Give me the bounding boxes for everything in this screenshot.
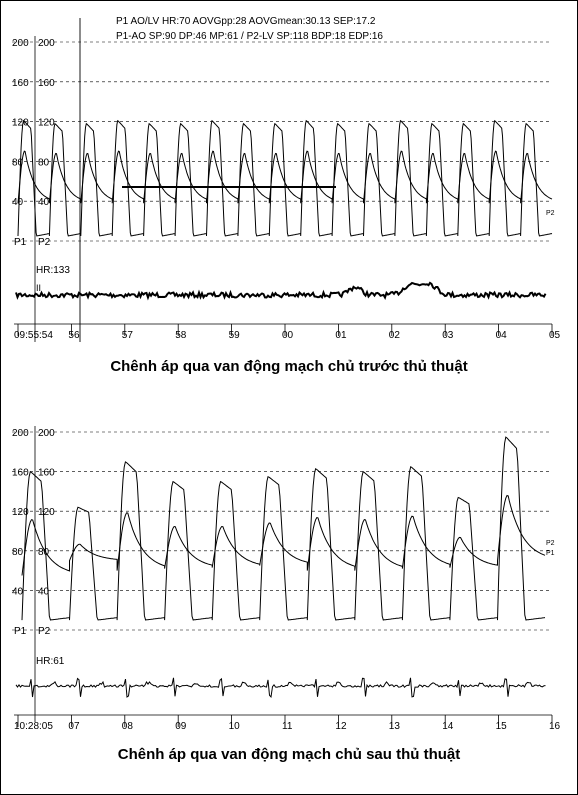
y-tick-p1-200: 200 (12, 38, 29, 49)
time-tick-label-1: 07 (68, 721, 80, 732)
y-tick-p1-160: 160 (12, 77, 29, 89)
y-tick-p2-160: 160 (38, 77, 55, 89)
bottom-caption: Chênh áp qua van động mạch chủ sau thủ thuật (117, 746, 461, 763)
y-tick-p1-40: 40 (12, 586, 24, 598)
channel-label-p1: P1 (14, 626, 27, 637)
header-line-2: P1-AO SP:90 DP:46 MP:61 / P2-LV SP:118 BDP:18 EDP:16 (116, 31, 383, 42)
time-tick-label-2: 57 (121, 330, 133, 341)
time-tick-label-9: 04 (495, 330, 507, 341)
top-caption: Chênh áp qua van động mạch chủ trước thủ thuật (110, 358, 468, 375)
y-tick-p1-160: 160 (12, 467, 29, 479)
time-tick-label-4: 10 (228, 721, 240, 732)
y-tick-p2-120: 120 (38, 117, 55, 129)
ecg-hr-label: HR:61 (36, 656, 65, 667)
y-tick-p1-80: 80 (12, 157, 24, 169)
y-tick-p2-40: 40 (38, 586, 50, 598)
time-tick-label-10: 16 (549, 721, 561, 732)
lv-pressure-trace (22, 437, 545, 620)
y-tick-p2-200: 200 (38, 428, 55, 439)
time-tick-label-6: 12 (335, 721, 347, 732)
time-tick-label-2: 08 (121, 721, 133, 732)
time-tick-label-6: 01 (335, 330, 347, 341)
header-line-1: P1 AO/LV HR:70 AOVGpp:28 AOVGmean:30.13 SEP:17.2 (116, 16, 376, 27)
time-tick-label-0: 10:28:05 (14, 721, 53, 732)
y-tick-p2-40: 40 (38, 197, 50, 209)
y-tick-p2-160: 160 (38, 467, 55, 479)
time-tick-label-8: 03 (442, 330, 454, 341)
time-tick-label-4: 59 (228, 330, 240, 341)
end-label-1: P1 (546, 550, 555, 557)
time-tick-label-3: 09 (175, 721, 187, 732)
end-label-0: P2 (546, 210, 555, 217)
time-tick-label-0: 09:55:54 (14, 330, 53, 341)
y-tick-p2-80: 80 (38, 546, 50, 558)
channel-label-p2: P2 (38, 626, 51, 637)
time-tick-label-1: 56 (68, 330, 80, 341)
y-tick-p1-200: 200 (12, 428, 29, 439)
time-tick-label-5: 00 (282, 330, 294, 341)
channel-label-p1: P1 (14, 237, 27, 248)
time-tick-label-10: 05 (549, 330, 561, 341)
time-tick-label-8: 14 (442, 721, 454, 732)
y-tick-p1-120: 120 (12, 117, 29, 129)
time-tick-label-3: 58 (175, 330, 187, 341)
y-tick-p1-40: 40 (12, 197, 24, 209)
y-tick-p2-200: 200 (38, 38, 55, 49)
ecg-trace (16, 283, 546, 298)
time-tick-label-7: 13 (388, 721, 400, 732)
end-label-0: P2 (546, 540, 555, 547)
ecg-trace (16, 678, 546, 697)
ecg-hr-label: HR:133 (36, 265, 70, 276)
time-tick-label-5: 11 (282, 721, 293, 732)
time-tick-label-9: 15 (495, 721, 507, 732)
time-tick-label-7: 02 (388, 330, 400, 341)
channel-label-p2: P2 (38, 237, 51, 248)
y-tick-p2-80: 80 (38, 157, 50, 169)
y-tick-p1-120: 120 (12, 507, 29, 519)
ecg-lead-label: II (36, 283, 42, 293)
y-tick-p2-120: 120 (38, 507, 55, 519)
y-tick-p1-80: 80 (12, 546, 24, 558)
